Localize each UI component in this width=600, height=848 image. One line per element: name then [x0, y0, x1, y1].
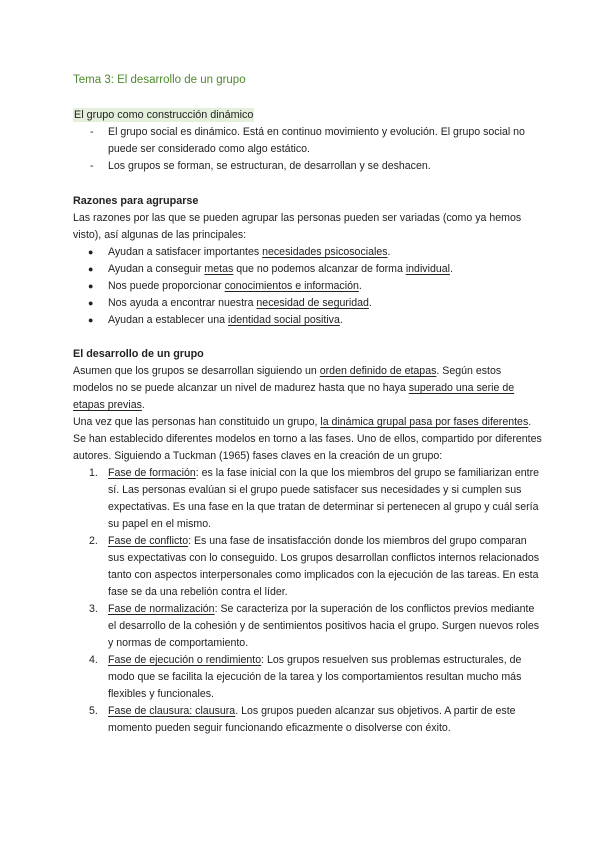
bullet-list [73, 244, 543, 329]
list-item: ● Ayudan a satisfacer importantes necesidades psicosociales. [88, 246, 391, 258]
paragraph: Las razones por las que se pueden agrupar las personas pueden ser variadas (como ya hemos visto), así algunas de las principales: [73, 212, 522, 241]
list-item: 4. Fase de ejecución o rendimiento: Los grupos resuelven sus problemas estructurales, de modo que se facilita la ejecución de la tarea y los comportamientos resultan mucho más flexibles y funcionales. [89, 654, 522, 700]
page-title: Tema 3: El desarrollo de un grupo [73, 74, 246, 86]
list-item: - El grupo social es dinámico. Está en continuo movimiento y evolución. El grupo social no puede ser considerado como algo estático. [90, 126, 525, 155]
section-desarrollo [73, 346, 543, 737]
highlighted-heading: El grupo como construcción dinámico [74, 109, 254, 121]
paragraph: Una vez que las personas han constituido un grupo, la dinámica grupal pasa por fases diferentes. Se han establecido diferentes modelos en torno a las fases. Uno de ellos, compartido por diferentes autores. Siguiendo a Tuckman (1965) fases claves en la creación de un grupo: [73, 416, 542, 462]
list-item: ● Ayudan a conseguir metas que no podemos alcanzar de forma individual. [88, 263, 453, 275]
list-item: 5. Fase de clausura: clausura. Los grupos pueden alcanzar sus objetivos. A partir de este momento pueden seguir funcionando eficazmente o disolverse con éxito. [89, 705, 516, 734]
section-grupo-dinamico [73, 107, 543, 175]
list-item: ● Nos ayuda a encontrar nuestra necesidad de seguridad. [88, 297, 372, 309]
list-item: - Los grupos se forman, se estructuran, de desarrollan y se deshacen. [90, 160, 431, 172]
section-heading: Razones para agruparse [73, 195, 199, 207]
phase-list [73, 465, 543, 737]
list-item: ● Nos puede proporcionar conocimientos e información. [88, 280, 362, 292]
section-heading: El desarrollo de un grupo [73, 348, 204, 360]
section-razones [73, 193, 543, 329]
section-heading [73, 107, 543, 124]
dash-list [73, 124, 543, 175]
list-item: 2. Fase de conflicto: Es una fase de insatisfacción donde los miembros del grupo comparan sus expectativas con lo conseguido. Los grupos desarrollan conflictos internos relacionados tanto con aspectos interpersonales como implicados con la ejecución de las tareas. En esta fase se da una rebelión contra el líder. [89, 535, 540, 598]
list-item: 3. Fase de normalización: Se caracteriza por la superación de los conflictos previos mediante el desarrollo de la cohesión y de sentimientos positivos hacia el grupo. Surgen nuevos roles y normas de comportamiento. [89, 603, 540, 649]
list-item: 1. Fase de formación: es la fase inicial con la que los miembros del grupo se familiarizan entre sí. Las personas evalúan si el grupo puede satisfacer sus necesidades y si cumplen sus expectativas. Es una fase en la que tratan de determinar si pertenecen al grupo y cuál sería su papel en el mismo. [89, 467, 540, 530]
paragraph: Asumen que los grupos se desarrollan siguiendo un orden definido de etapas. Según estos modelos no se puede alcanzar un nivel de madurez hasta que no haya superado una serie de etapas previas. [73, 365, 515, 411]
list-item: ● Ayudan a establecer una identidad social positiva. [88, 314, 343, 326]
